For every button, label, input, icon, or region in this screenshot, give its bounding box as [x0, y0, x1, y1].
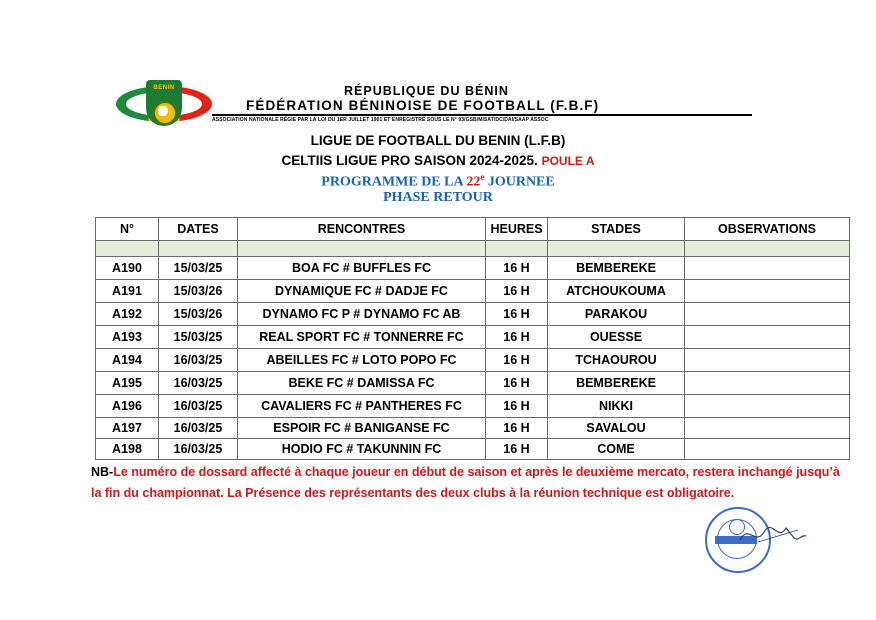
match-observation: [685, 395, 850, 418]
match-fixture: BOA FC # BUFFLES FC: [238, 257, 486, 280]
match-observation: [685, 326, 850, 349]
match-stadium: BEMBEREKE: [548, 372, 685, 395]
table-row: [96, 439, 850, 460]
match-stadium: OUESSE: [548, 326, 685, 349]
league-title: LIGUE DE FOOTBALL DU BENIN (L.F.B): [310, 133, 566, 148]
match-observation: [685, 418, 850, 439]
match-number: A194: [96, 349, 159, 372]
match-date: 16/03/25: [159, 349, 238, 372]
match-number: A197: [96, 418, 159, 439]
football-icon: [154, 102, 176, 124]
letterhead: [112, 78, 752, 130]
match-observation: [685, 280, 850, 303]
match-hour: 16 H: [486, 326, 548, 349]
note-paragraph: [91, 462, 851, 504]
spacer-cell: [486, 241, 548, 257]
match-date: 15/03/26: [159, 303, 238, 326]
match-number: A198: [96, 439, 159, 460]
match-number: A190: [96, 257, 159, 280]
match-number: A195: [96, 372, 159, 395]
matchday-suffix: e: [480, 172, 485, 182]
match-stadium: PARAKOU: [548, 303, 685, 326]
table-row: [96, 349, 850, 372]
match-fixture: DYNAMIQUE FC # DADJE FC: [238, 280, 486, 303]
match-fixture: CAVALIERS FC # PANTHERES FC: [238, 395, 486, 418]
programme-prefix: PROGRAMME DE LA: [321, 174, 467, 190]
match-date: 16/03/25: [159, 395, 238, 418]
match-stadium: TCHAOUROU: [548, 349, 685, 372]
fixtures-table: [95, 217, 850, 460]
pool-label: POULE A: [541, 154, 595, 168]
match-fixture: REAL SPORT FC # TONNERRE FC: [238, 326, 486, 349]
match-observation: [685, 349, 850, 372]
match-number: A192: [96, 303, 159, 326]
match-date: 16/03/25: [159, 439, 238, 460]
table-row: [96, 372, 850, 395]
republic-title: RÉPUBLIQUE DU BÉNIN: [344, 84, 509, 98]
header-divider: [212, 114, 752, 116]
table-spacer-row: [96, 241, 850, 257]
match-stadium: NIKKI: [548, 395, 685, 418]
match-number: A191: [96, 280, 159, 303]
spacer-cell: [238, 241, 486, 257]
match-hour: 16 H: [486, 418, 548, 439]
table-row: [96, 395, 850, 418]
match-hour: 16 H: [486, 280, 548, 303]
match-stadium: BEMBEREKE: [548, 257, 685, 280]
match-fixture: DYNAMO FC P # DYNAMO FC AB: [238, 303, 486, 326]
table-row: [96, 303, 850, 326]
match-hour: 16 H: [486, 395, 548, 418]
header-matches: RENCONTRES: [238, 218, 486, 241]
logo-text: BENIN: [153, 85, 175, 91]
match-number: A193: [96, 326, 159, 349]
spacer-cell: [96, 241, 159, 257]
matchday-number: 22: [466, 174, 481, 190]
match-hour: 16 H: [486, 257, 548, 280]
match-hour: 16 H: [486, 303, 548, 326]
match-stadium: SAVALOU: [548, 418, 685, 439]
header-stadiums: STADES: [548, 218, 685, 241]
header-number: N°: [96, 218, 159, 241]
season-title: [0, 153, 876, 168]
association-line: ASSOCIATION NATIONALE RÉGIE PAR LA LOI DU 1ER JUILLET 1901 ET ENREGISTRÉ SOUS LE N° 93/GSB/MISAT/DC/DAI/SAAP ASSOC: [212, 117, 549, 123]
spacer-cell: [159, 241, 238, 257]
match-date: 16/03/25: [159, 418, 238, 439]
match-date: 15/03/26: [159, 280, 238, 303]
signature-icon: [738, 520, 808, 550]
programme-title: [0, 172, 876, 191]
table-row: [96, 418, 850, 439]
match-hour: 16 H: [486, 349, 548, 372]
spacer-cell: [548, 241, 685, 257]
season-text: CELTIIS LIGUE PRO SAISON 2024-2025.: [281, 153, 538, 168]
fbf-logo: [116, 80, 212, 128]
match-fixture: ESPOIR FC # BANIGANSE FC: [238, 418, 486, 439]
spacer-cell: [685, 241, 850, 257]
table-row: [96, 326, 850, 349]
match-observation: [685, 372, 850, 395]
header-hours: HEURES: [486, 218, 548, 241]
table-header-row: [96, 218, 850, 241]
header-dates: DATES: [159, 218, 238, 241]
match-hour: 16 H: [486, 372, 548, 395]
match-stadium: ATCHOUKOUMA: [548, 280, 685, 303]
programme-word: JOURNEE: [484, 174, 555, 190]
header-observations: OBSERVATIONS: [685, 218, 850, 241]
phase-title: PHASE RETOUR: [383, 190, 493, 205]
match-date: 15/03/25: [159, 257, 238, 280]
match-fixture: ABEILLES FC # LOTO POPO FC: [238, 349, 486, 372]
match-observation: [685, 257, 850, 280]
match-hour: 16 H: [486, 439, 548, 460]
match-fixture: HODIO FC # TAKUNNIN FC: [238, 439, 486, 460]
match-fixture: BEKE FC # DAMISSA FC: [238, 372, 486, 395]
match-observation: [685, 439, 850, 460]
match-observation: [685, 303, 850, 326]
match-stadium: COME: [548, 439, 685, 460]
table-row: [96, 280, 850, 303]
note-text: Le numéro de dossard affecté à chaque joueur en début de saison et après le deuxième mercato, restera inchangé jusqu’à la fin du championnat. La Présence des représentants des deux clubs à la réunion technique est obligatoire.: [91, 465, 840, 500]
table-row: [96, 257, 850, 280]
match-number: A196: [96, 395, 159, 418]
federation-title: FÉDÉRATION BÉNINOISE DE FOOTBALL (F.B.F): [246, 98, 600, 113]
match-date: 15/03/25: [159, 326, 238, 349]
note-label: NB-: [91, 465, 114, 479]
match-date: 16/03/25: [159, 372, 238, 395]
